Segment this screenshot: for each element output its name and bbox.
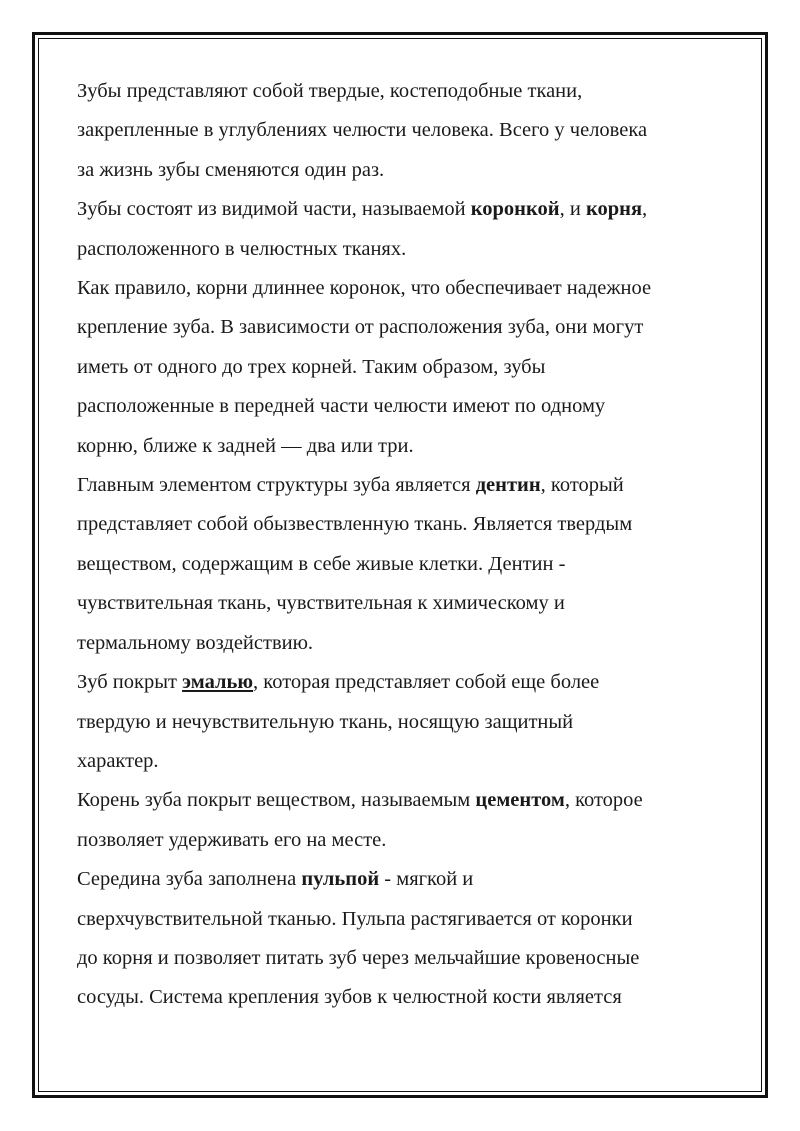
text-segment: Зубы состоят из видимой части, называемой [77, 198, 471, 221]
text-line: корню, ближе к задней — два или три. [77, 434, 414, 457]
text-line: Зубы представляют собой твердые, костеподобные ткани, [77, 80, 583, 102]
text-line: чувствительная ткань, чувствительная к химическому и [77, 592, 565, 615]
text-segment: , которая представляет собой еще более [253, 671, 600, 694]
paragraph-intro [77, 72, 737, 190]
text-line: сосуды. Система крепления зубов к челюстной кости является [77, 986, 622, 1009]
text-segment: , [642, 198, 648, 221]
text-line: до корня и позволяет питать зуб через мельчайшие кровеносные [77, 946, 640, 969]
text-segment: Зуб покрыт [77, 671, 183, 694]
text-segment: Главным элементом структуры зуба является [77, 474, 476, 497]
term-crown: коронкой [470, 198, 560, 221]
text-segment: Корень зуба покрыт веществом, называемым [77, 789, 476, 812]
text-line: за жизнь зубы сменяются один раз. [77, 158, 385, 181]
text-segment: , которое [564, 789, 643, 812]
text-line: термальному воздействию. [77, 631, 314, 654]
text-segment: Середина зуба заполнена [77, 868, 302, 891]
paragraph-dentin [77, 466, 737, 663]
term-dentin: дентин [475, 474, 541, 497]
text-line: позволяет удерживать его на месте. [77, 828, 387, 851]
paragraph-enamel [77, 663, 737, 781]
text-segment: , и [559, 198, 586, 221]
text-line: представляет собой обызвествленную ткань. Является твердым [77, 513, 633, 536]
term-root: корня [585, 198, 643, 221]
term-enamel: эмалью [182, 671, 254, 694]
text-line: крепление зуба. В зависимости от расположения зуба, они могут [77, 316, 644, 339]
paragraph-crown-root [77, 190, 737, 269]
document-body [77, 72, 737, 1018]
term-pulp: пульпой [301, 868, 380, 891]
term-cement: цементом [475, 789, 565, 812]
text-line: характер. [77, 749, 159, 772]
text-line: веществом, содержащим в себе живые клетки. Дентин - [77, 552, 566, 575]
text-line: закрепленные в углублениях челюсти человека. Всего у человека [77, 119, 648, 142]
paragraph-cement [77, 781, 737, 860]
text-line: сверхчувствительной тканью. Пульпа растягивается от коронки [77, 907, 633, 930]
text-line: расположенного в челюстных тканях. [77, 237, 407, 260]
text-segment: , который [540, 474, 624, 497]
text-line: Как правило, корни длиннее коронок, что обеспечивает надежное [77, 277, 652, 300]
paragraph-roots [77, 269, 737, 466]
text-line: твердую и нечувствительную ткань, носящую защитный [77, 710, 574, 733]
paragraph-pulp [77, 860, 737, 1018]
text-segment: - мягкой и [379, 868, 474, 891]
text-line: иметь от одного до трех корней. Таким образом, зубы [77, 355, 546, 378]
text-line: расположенные в передней части челюсти имеют по одному [77, 395, 606, 418]
